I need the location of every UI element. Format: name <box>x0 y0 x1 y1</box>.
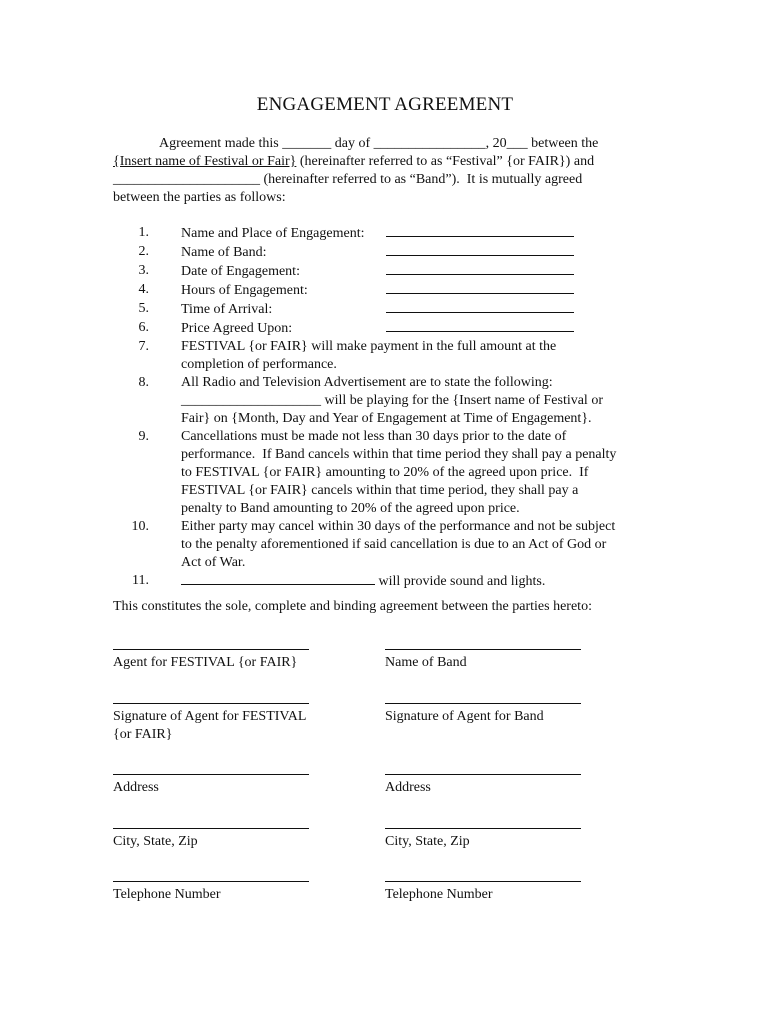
signature-caption: Signature of Agent for Band <box>385 709 544 724</box>
signature-caption: City, State, Zip <box>385 834 470 849</box>
list-item <box>113 518 658 572</box>
caption-line: Signature of Agent for FESTIVAL <box>113 709 307 724</box>
item-number: 3. <box>138 263 149 278</box>
signature-caption: Telephone Number <box>385 887 493 902</box>
signature-caption: Address <box>385 780 431 795</box>
closing-statement: This constitutes the sole, complete and binding agreement between the parties hereto: <box>113 599 592 614</box>
list-item <box>113 319 658 338</box>
signature-block-festival-address <box>113 774 313 797</box>
item-text-line: ____________________ will be playing for the {Insert name of Festival or <box>181 393 603 408</box>
item-label: Name and Place of Engagement: <box>181 226 365 241</box>
item-text-line: Act of War. <box>181 555 246 570</box>
intro-line-2-rest: (hereinafter referred to as “Festival” {or FAIR}) and <box>296 154 595 169</box>
signature-line <box>385 774 581 775</box>
signature-caption <box>113 708 343 744</box>
signature-block-band-address <box>385 774 585 797</box>
signature-line <box>113 828 309 829</box>
item-text-line: Either party may cancel within 30 days of the performance and not be subject <box>181 519 616 534</box>
item-label: Price Agreed Upon: <box>181 321 293 336</box>
blank-line <box>386 262 574 275</box>
signature-block-band-phone <box>385 881 585 904</box>
item-label: Hours of Engagement: <box>181 283 308 298</box>
list-item <box>113 428 658 518</box>
item-number: 7. <box>138 339 149 354</box>
caption-line: {or FAIR} <box>113 727 173 742</box>
item-text-line: All Radio and Television Advertisement are to state the following: <box>181 375 553 390</box>
item-label: Name of Band: <box>181 245 267 260</box>
signature-caption: Name of Band <box>385 655 467 670</box>
blank-line <box>386 224 574 237</box>
item-number: 6. <box>138 320 149 335</box>
item-text-line: completion of performance. <box>181 357 337 372</box>
item-text-line: FESTIVAL {or FAIR} will make payment in the full amount at the <box>181 339 557 354</box>
item-text-line: will provide sound and lights. <box>375 574 546 589</box>
intro-paragraph <box>113 135 653 207</box>
signature-block-band-signature <box>385 703 585 726</box>
terms-list <box>113 224 658 591</box>
item-number: 2. <box>138 244 149 259</box>
list-item <box>113 281 658 300</box>
blank-line <box>386 243 574 256</box>
item-label: Time of Arrival: <box>181 302 273 317</box>
signature-caption: Telephone Number <box>113 887 221 902</box>
signature-line <box>113 774 309 775</box>
list-item <box>113 224 658 243</box>
item-number: 8. <box>138 375 149 390</box>
signature-line <box>385 649 581 650</box>
signature-line <box>113 703 309 704</box>
intro-line-4: between the parties as follows: <box>113 190 286 205</box>
item-number: 1. <box>138 225 149 240</box>
item-text-line: FESTIVAL {or FAIR} cancels within that time period, they shall pay a <box>181 483 579 498</box>
signature-line <box>113 881 309 882</box>
blank-line <box>386 319 574 332</box>
document-title: ENGAGEMENT AGREEMENT <box>256 94 514 115</box>
list-item <box>113 572 658 591</box>
festival-name-placeholder: {Insert name of Festival or Fair} <box>113 154 297 169</box>
item-text-line: to the penalty aforementioned if said cancellation is due to an Act of God or <box>181 537 607 552</box>
signature-block-festival-signature <box>113 703 343 744</box>
list-item <box>113 374 658 428</box>
blank-line <box>386 300 574 313</box>
signature-block-festival-agent <box>113 649 313 672</box>
signature-caption: Agent for FESTIVAL {or FAIR} <box>113 655 298 670</box>
item-text-line: penalty to Band amounting to 20% of the agreed upon price. <box>181 501 520 516</box>
signature-line <box>113 649 309 650</box>
signature-block-band-city <box>385 828 585 851</box>
signature-caption: City, State, Zip <box>113 834 198 849</box>
list-item <box>113 262 658 281</box>
list-item <box>113 338 658 374</box>
item-text-line: Cancellations must be made not less than 30 days prior to the date of <box>181 429 567 444</box>
signature-line <box>385 881 581 882</box>
item-text-line: to FESTIVAL {or FAIR} amounting to 20% of the agreed upon price. If <box>181 465 589 480</box>
item-text-line: performance. If Band cancels within that time period they shall pay a penalty <box>181 447 617 462</box>
list-item <box>113 243 658 262</box>
blank-line <box>386 281 574 294</box>
signature-block-festival-city <box>113 828 313 851</box>
item-label: Date of Engagement: <box>181 264 300 279</box>
blank-line <box>181 572 375 585</box>
list-item <box>113 300 658 319</box>
item-number: 5. <box>138 301 149 316</box>
item-number: 10. <box>131 519 149 534</box>
item-number: 9. <box>138 429 149 444</box>
signature-block-band-name <box>385 649 585 672</box>
intro-line-3: _____________________ (hereinafter referred to as “Band”). It is mutually agreed <box>113 172 583 187</box>
item-number: 11. <box>132 573 149 588</box>
signature-line <box>385 703 581 704</box>
intro-line-1: Agreement made this _______ day of ________________, 20___ between the <box>159 136 599 151</box>
intro-line-2 <box>113 153 653 171</box>
signature-caption: Address <box>113 780 159 795</box>
item-number: 4. <box>138 282 149 297</box>
item-text-line: Fair} on {Month, Day and Year of Engagement at Time of Engagement}. <box>181 411 592 426</box>
signature-line <box>385 828 581 829</box>
signature-block-festival-phone <box>113 881 313 904</box>
